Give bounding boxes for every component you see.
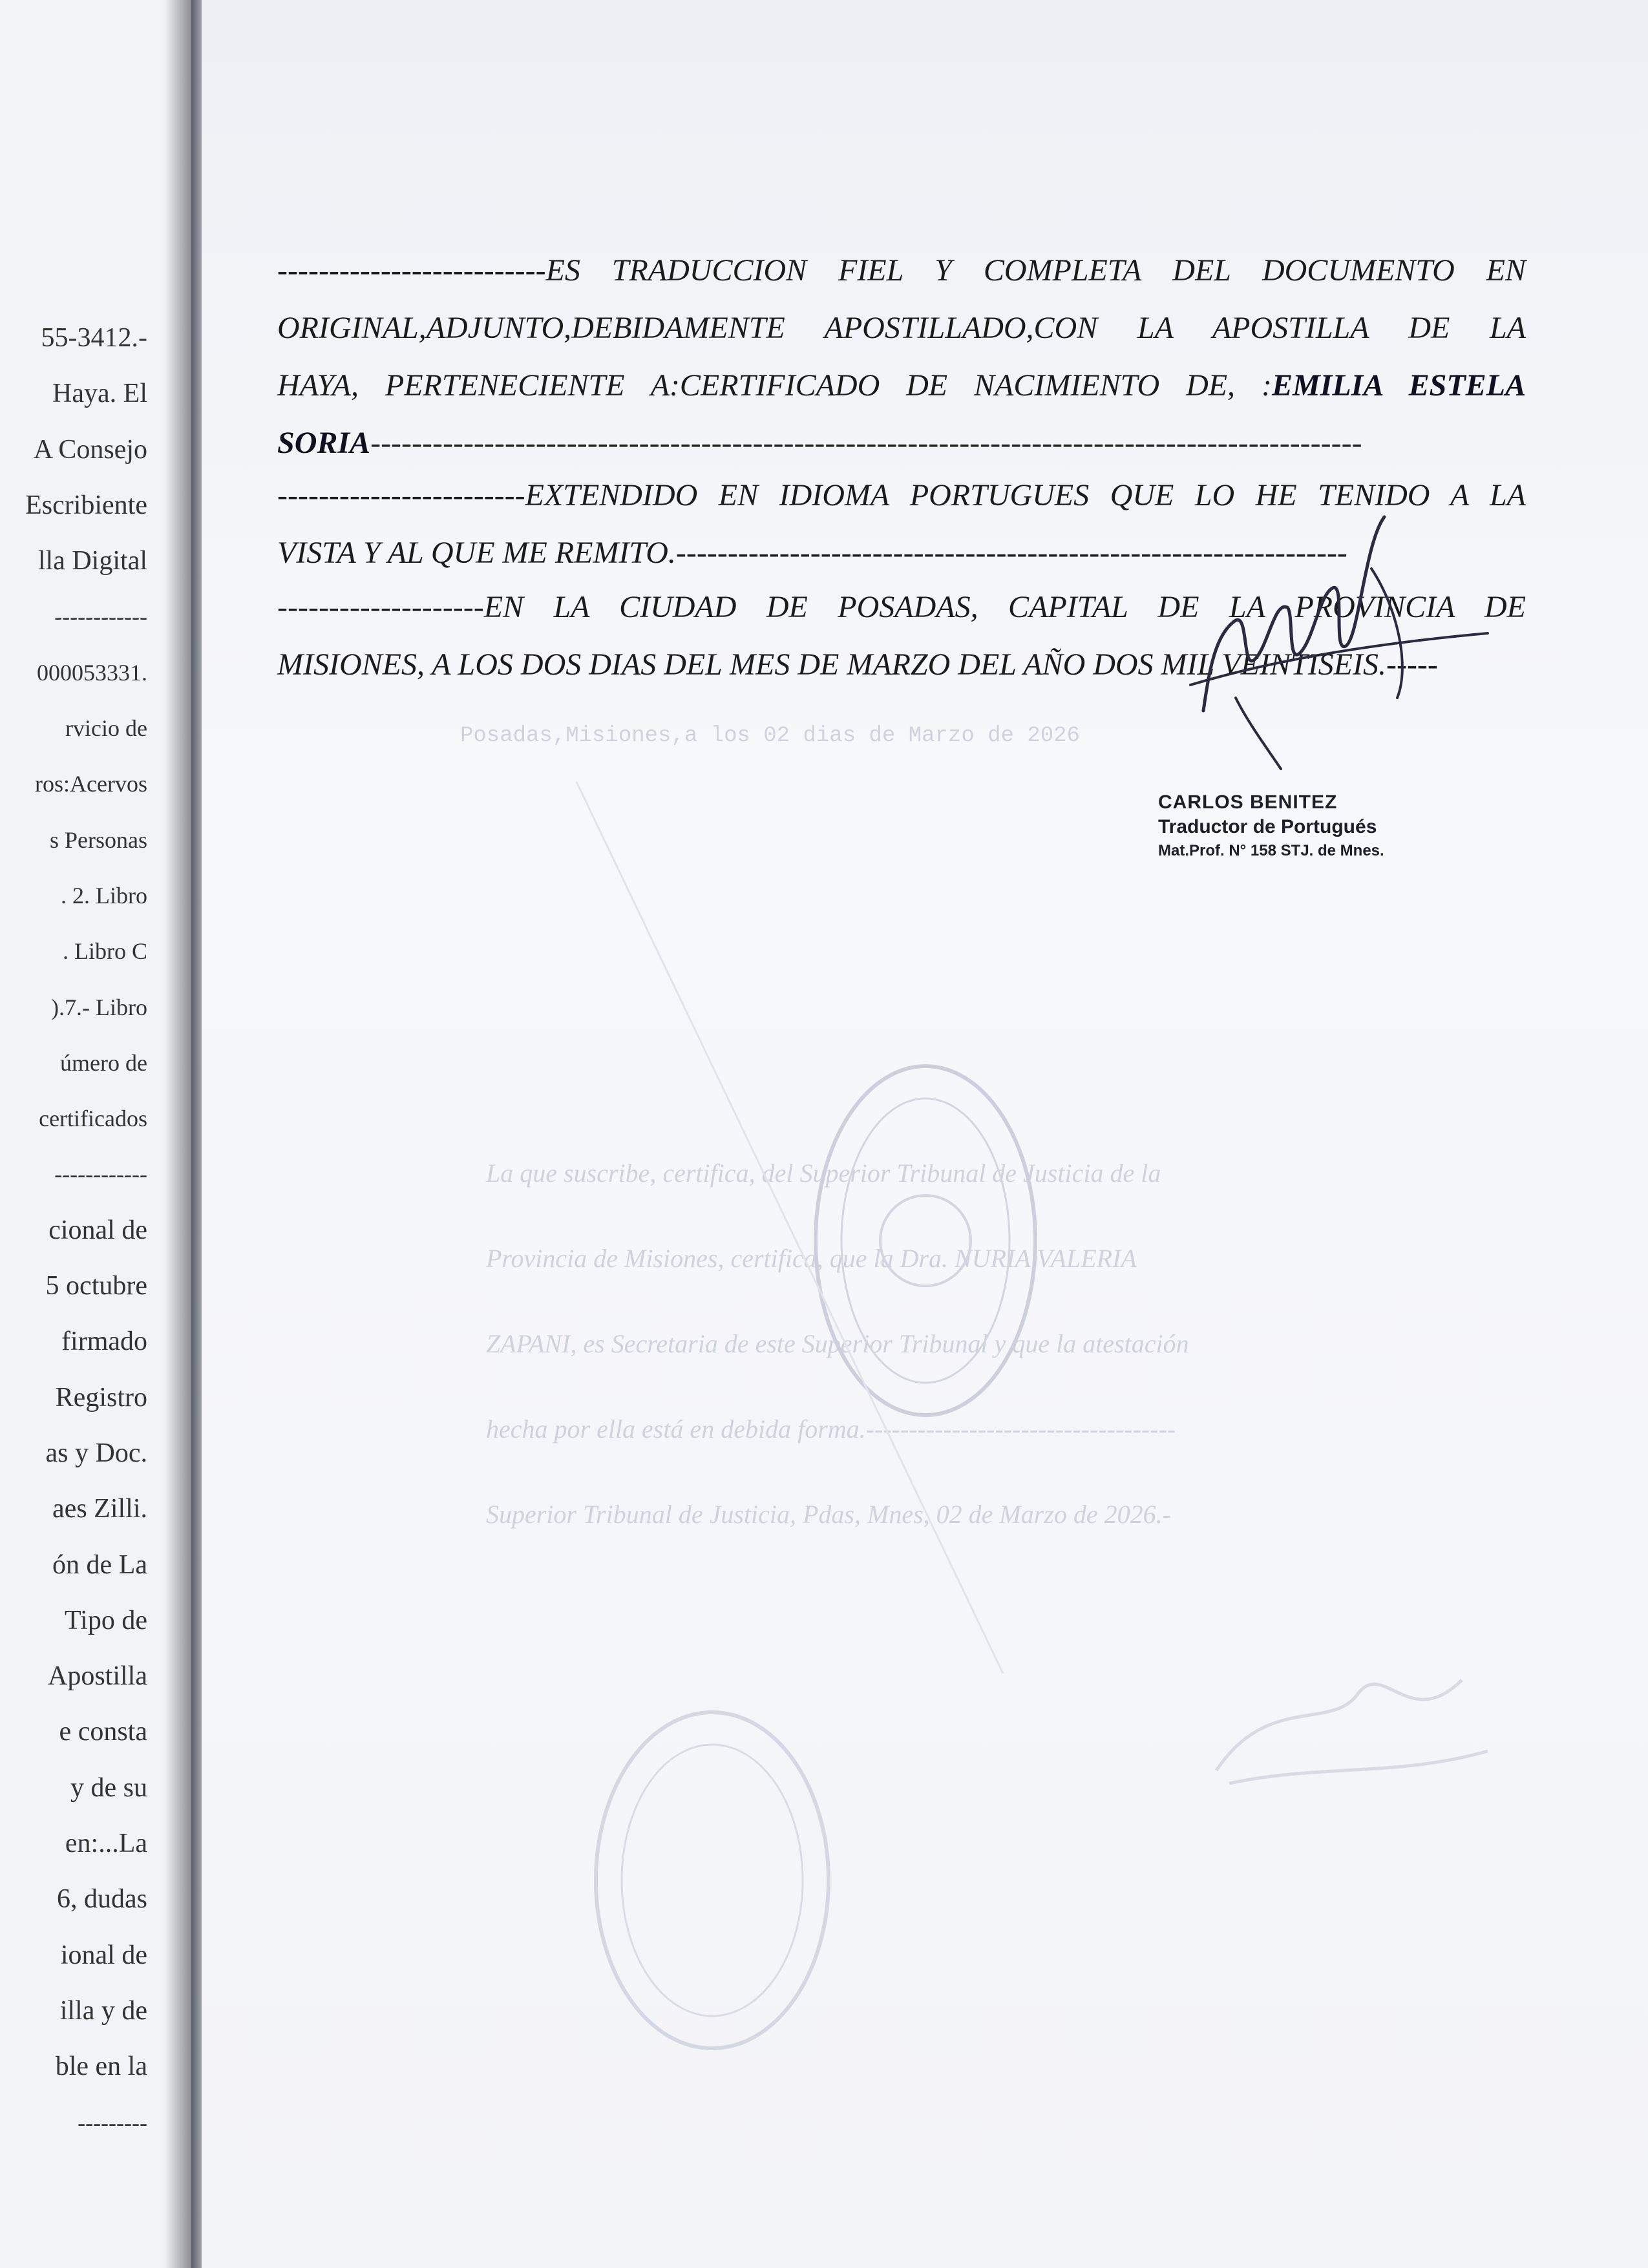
- left-line: ional de: [60, 1940, 147, 1970]
- left-line: en:...La: [65, 1829, 147, 1859]
- bleed-through-seal-bottom: [589, 1706, 835, 2055]
- left-line: ------------: [54, 1161, 147, 1188]
- left-line: 55-3412.-: [41, 323, 147, 353]
- left-line: ros:Acervos: [35, 771, 147, 797]
- text-line: --------------------------ES TRADUCCION FIEL Y COMPLETA DEL DOCUMENTO EN: [277, 253, 1526, 288]
- left-line: Registro: [55, 1382, 147, 1412]
- left-line: ble en la: [55, 2052, 147, 2082]
- left-line: ------------: [54, 604, 147, 630]
- text-line: ------------------------EXTENDIDO EN IDIOMA PORTUGUES QUE LO HE TENIDO A LA: [277, 478, 1526, 512]
- person-name-given: EMILIA ESTELA: [1271, 368, 1527, 403]
- translator-registration: Mat.Prof. N° 158 STJ. de Mnes.: [1158, 842, 1384, 859]
- left-line: y de su: [70, 1772, 147, 1803]
- left-line: cional de: [48, 1215, 147, 1245]
- left-line: lla Digital: [37, 546, 147, 576]
- left-line: 000053331.: [37, 659, 147, 686]
- left-line: illa y de: [59, 1995, 147, 2026]
- translation-paragraph-1: [277, 242, 1526, 472]
- left-line: . 2. Libro: [61, 882, 147, 908]
- left-line: 5 octubre: [45, 1271, 147, 1301]
- text-line: --------------------EN LA CIUDAD DE POSADAS, CAPITAL DE LA PROVINCIA DE: [277, 590, 1526, 624]
- text-line: [277, 414, 1526, 472]
- page-fold-shadow: [164, 0, 194, 2268]
- left-line: Tipo de: [65, 1605, 147, 1635]
- left-line: firmado: [61, 1327, 147, 1357]
- left-line: rvicio de: [65, 715, 147, 742]
- translator-title: Traductor de Portugués: [1158, 816, 1377, 837]
- left-line: s Personas: [50, 826, 147, 853]
- person-name-surname: SORIA: [277, 426, 371, 460]
- left-line: Escribiente: [25, 490, 147, 520]
- left-line: ---------: [78, 2109, 147, 2136]
- bleed-through-line: hecha por ella está en debida forma.------------------------------------: [486, 1414, 1176, 1444]
- left-line: . Libro C: [63, 938, 147, 965]
- text-segment: HAYA, PERTENECIENTE A:CERTIFICADO DE NACIMIENTO DE, :: [277, 368, 1272, 403]
- bleed-through-line: Superior Tribunal de Justicia, Pdas, Mnes, 02 de Marzo de 2026.-: [486, 1500, 1171, 1529]
- left-page-text: [0, 310, 147, 2150]
- bleed-through-date-line: Posadas,Misiones,a los 02 dias de Marzo de 2026: [460, 724, 1080, 748]
- left-line: A Consejo: [33, 434, 147, 465]
- left-line: ).7.- Libro: [51, 994, 147, 1020]
- left-line: aes Zilli.: [52, 1494, 147, 1524]
- bleed-through-line: ZAPANI, es Secretaria de este Superior Tribunal y que la atestación: [486, 1329, 1189, 1358]
- translator-signature: [1139, 504, 1501, 775]
- text-line: MISIONES, A LOS DOS DIAS DEL MES DE MARZO DEL AÑO DOS MIL VEINTISEIS.-----: [277, 647, 1438, 682]
- translator-stamp: [1158, 792, 1384, 860]
- translation-page: [202, 0, 1648, 2268]
- left-line: certificados: [39, 1106, 147, 1132]
- translator-name: CARLOS BENITEZ: [1158, 792, 1338, 813]
- left-line: e consta: [59, 1717, 147, 1747]
- left-page-edge: [0, 0, 194, 2268]
- bleed-through-line: La que suscribe, certifica, del Superior Tribunal de Justicia de la: [486, 1159, 1161, 1188]
- left-line: ón de La: [52, 1549, 147, 1580]
- left-line: as y Doc.: [45, 1438, 147, 1468]
- left-line: úmero de: [60, 1049, 147, 1076]
- left-line: Haya. El: [52, 379, 147, 409]
- left-line: 6, dudas: [57, 1884, 147, 1915]
- bleed-through-line: Provincia de Misiones, certifica, que la Dra. NURIA VALERIA: [486, 1244, 1137, 1273]
- filler-dashes: ------------------------------------------------------------------------------------------------: [370, 426, 1362, 460]
- bleed-through-signature: [1190, 1654, 1514, 1822]
- left-line: Apostilla: [48, 1661, 147, 1692]
- text-line: ORIGINAL,ADJUNTO,DEBIDAMENTE APOSTILLADO,CON LA APOSTILLA DE LA: [277, 311, 1526, 345]
- text-line: VISTA Y AL QUE ME REMITO.-----------------------------------------------------------------: [277, 536, 1347, 570]
- page-diagonal-crease: [564, 775, 1016, 1680]
- text-line: [277, 357, 1526, 414]
